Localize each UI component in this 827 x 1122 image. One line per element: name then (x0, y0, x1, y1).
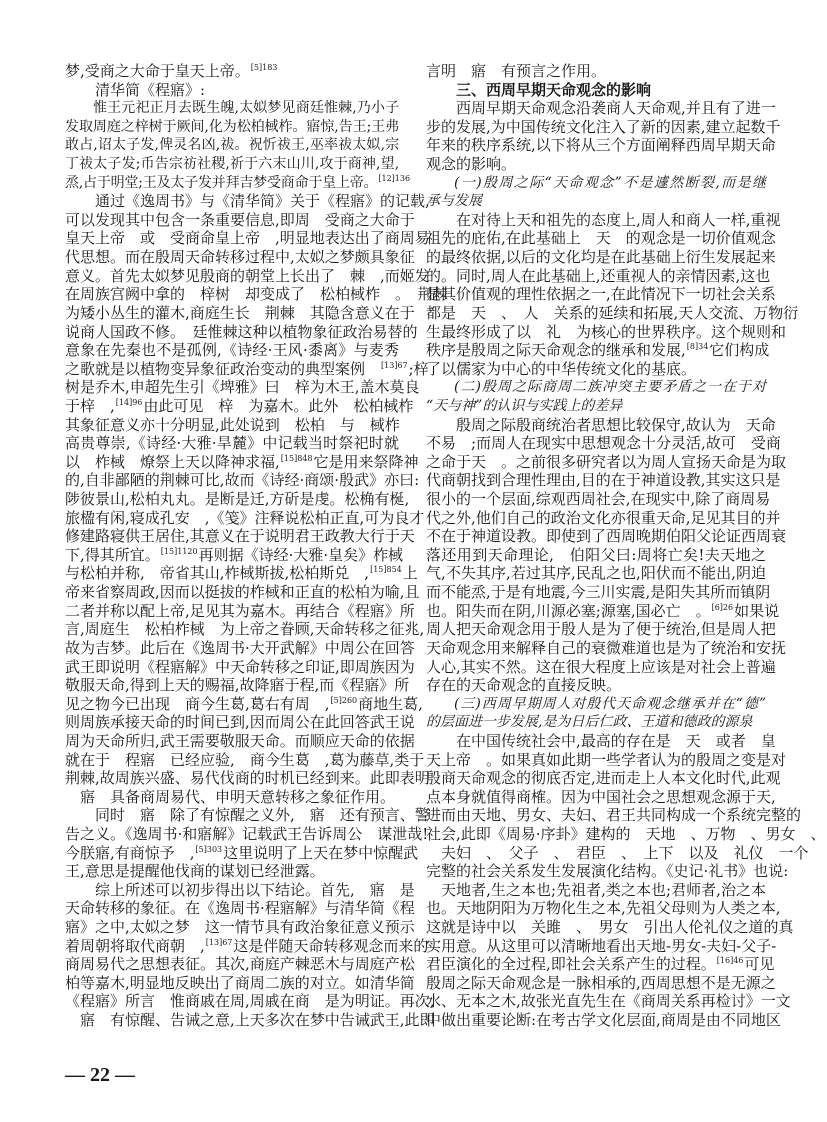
text-run: 寤 具备商周易代、申明天意转移之象征作用。 (65, 787, 396, 806)
text-run: 再则据《诗经·大雅·皇矣》柞棫 (198, 545, 404, 564)
text-line (426, 992, 791, 1011)
text-run: 荆棘,故周族兴盛、易代伐商的时机已经到来。此即表明 (65, 769, 430, 788)
text-run: 这就是诗中以 关雎 、 男女 引出人伦礼仪之道的真 (426, 918, 794, 937)
citation-ref: [5]260 (330, 695, 358, 705)
text-run: 在中国传统社会中,最高的存在是 天 或者 皇 (456, 731, 776, 750)
text-line (426, 546, 766, 565)
text-run: 其象征意义亦十分明显,此处说到 松柏 与 棫柞 (65, 415, 400, 434)
text-line (65, 99, 399, 118)
text-line (65, 1011, 435, 1030)
text-line (65, 416, 399, 435)
text-line (65, 341, 399, 360)
text-line (426, 695, 766, 714)
text-run: 皇天上帝 或 受商命皇上帝 ,明显地表达出了商周易 (65, 229, 430, 248)
text-line (426, 787, 776, 807)
text-run: 言,周庭生 松柏柞棫 为上帝之眷顾,天命转移之征兆, (65, 620, 425, 639)
text-run: 周为天命所归,武王需要敬服天命。而顺应天命的依据 (65, 731, 415, 750)
text-run: 殷周之际天命观念是一脉相承的,西周思想不是无源之 (426, 973, 776, 992)
text-line (65, 992, 435, 1011)
text-line (65, 899, 415, 918)
text-line (426, 527, 787, 546)
text-run: 天地者,生之本也;先祖者,类之本也;君师者,治之本 (426, 880, 766, 899)
text-line (426, 806, 802, 825)
text-line (65, 396, 414, 416)
text-line (65, 266, 430, 286)
text-run: 故为吉梦。此后在《逸周书·大开武解》中周公在回答 (65, 638, 415, 657)
text-line (426, 434, 781, 453)
text-run: 敢占,诏太子发,俾灵名凶,祓。祝忻祓王,巫率祓太姒,宗 (65, 137, 399, 154)
text-line (65, 210, 415, 230)
citation-ref: [8]34 (686, 342, 709, 352)
text-run: 它是用来祭降神 (313, 452, 419, 471)
text-run: 西周早期天命观念沿袭商人天命观,并且有了进一 (456, 99, 776, 118)
text-run: 言明 寤 有预言之作用。 (426, 62, 607, 80)
text-line (426, 1011, 781, 1030)
text-line (65, 880, 415, 900)
text-line (65, 769, 430, 788)
text-run: 综上所述可以初步得出以下结论。首先, 寤 是 (95, 880, 415, 899)
citation-ref: [5]183 (250, 63, 278, 72)
text-run: 了以儒家为中心的中华传统文化的基底。 (426, 359, 697, 378)
text-line (426, 248, 776, 267)
text-run: 寤 有惊醒、告诫之意,上天多次在梦中告诫武王,此即 (65, 1011, 435, 1030)
citation-ref: [15]854 (370, 565, 402, 575)
paragraph (426, 62, 766, 81)
text-line (65, 508, 425, 528)
paragraph (65, 880, 435, 1030)
text-line (426, 638, 787, 658)
text-run: “天与神”的认识与实践上的差异 (426, 397, 623, 414)
text-run: 说商人国政不修。 廷惟棘这种以植物象征政治易替的 (65, 322, 418, 341)
text-line (426, 378, 766, 397)
text-run: 而不能烝,于是有地震,今三川实震,是阳失其所而镇阴 (426, 583, 771, 602)
text-line (65, 62, 399, 81)
text-line (426, 415, 776, 435)
text-line (426, 322, 787, 342)
text-run: 的,自非鄙陋的荆棘可比,故而《诗经·商颂·殷武》亦曰: (65, 471, 420, 490)
text-run: 人心,其实不然。这在很大程度上应该是对社会上普遍 (426, 657, 776, 676)
citation-ref: [13]67 (381, 360, 408, 370)
text-line (65, 620, 425, 639)
text-run: 帝来省察周政,因而以挺拔的柞棫和正直的松柏为喻,且 (65, 583, 420, 602)
text-run: 年来的秩序系统,以下将从三个方面阐释西周早期天命 (426, 136, 776, 155)
text-run: 王,意思是提醒他伐商的谋划已经泄露。 (65, 862, 325, 881)
text-line (426, 508, 781, 528)
text-run: 商周易代之思想表征。其次,商庭产棘恶木与周庭产松 (65, 955, 415, 974)
text-line (426, 843, 809, 863)
text-line (65, 471, 420, 490)
text-run: 见之物今已出现 商今生葛,葛右有周 , (65, 694, 330, 713)
text-run: 意义。首先太姒梦见殷商的朝堂上长出了 棘 ,而姬发 (65, 266, 430, 285)
text-run: 可以发现其中包含一条重要信息,即周 受商之大命于 (65, 210, 415, 229)
citation-ref: [13]67 (205, 937, 233, 947)
text-run: 清华简《程寤》: (95, 80, 206, 99)
text-run: 今朕寤,有商惊予 , (65, 843, 195, 862)
text-line (426, 881, 766, 900)
text-run: 的最终依据,以后的文化均是在此基础上衍生发展起来 (426, 248, 776, 267)
text-run: 发取周庭之梓树于厥间,化为松柏棫柞。寤惊,告王;王弗 (65, 118, 399, 135)
text-line (65, 192, 430, 211)
text-line (65, 452, 419, 472)
text-line (65, 81, 399, 100)
paragraph (65, 62, 399, 81)
paragraph (65, 192, 448, 806)
text-line (426, 266, 771, 286)
text-line (426, 490, 771, 509)
citation-ref: [12]136 (378, 173, 411, 183)
text-line (426, 99, 776, 118)
paragraph (426, 731, 826, 1030)
text-line (65, 583, 420, 602)
text-run: 陟彼景山,松柏丸丸。是断是迁,方斫是虔。松桷有梴, (65, 490, 410, 509)
text-run: 下,得其所宜。 (65, 545, 160, 564)
text-line (426, 713, 766, 732)
text-line (65, 564, 418, 583)
text-line (65, 136, 399, 155)
text-line (426, 62, 766, 81)
text-run: 三、西周早期天命观念的影响 (456, 80, 652, 99)
text-run: 君臣演化的全过程,即社会关系产生的过程。 (426, 955, 716, 974)
text-line (426, 136, 776, 155)
paragraph (65, 806, 430, 881)
text-run: 与松柏并称, 帝省其山,柞棫斯拔,松柏斯兑 , (65, 564, 370, 583)
text-line (426, 229, 776, 248)
text-run: 烝,占于明堂;王及太子发并拜吉梦受商命于皇上帝。 (65, 174, 378, 191)
text-run: 代之外,他们自己的政治文化亦很重天命,足见其目的并 (426, 508, 781, 527)
text-run: 点本身就值得商榷。因为中国社会之思想观念源于天, (426, 787, 776, 806)
block-quote (65, 99, 411, 192)
text-run: 这里说明了上天在梦中惊醒武 (223, 843, 419, 862)
text-line (65, 731, 415, 751)
text-run: 上 (402, 564, 418, 583)
text-run: 为矮小丛生的灌木,商庭生长 荆棘 其隐含意义在于 (65, 303, 415, 322)
text-run: 也。天地阴阳为万物化生之本,先祖父母则为人类之本, (426, 899, 781, 918)
text-run: 柏等嘉木,明显地反映出了商周二族的对立。如清华简 (65, 973, 415, 992)
text-line (426, 936, 777, 956)
text-line (65, 955, 415, 974)
text-run: 不在于神道设教。即使到了西周晚期伯阳父论证西周衰 (426, 527, 787, 546)
text-run: 天上帝 。如果真如此期一些学者认为的殷周之变是对 (426, 750, 787, 769)
text-run: 意象在先秦也不是孤例,《诗经·王风·黍离》与麦秀 (65, 341, 399, 360)
text-line (426, 471, 781, 490)
text-run: 可见 (744, 955, 775, 974)
text-line (426, 452, 787, 472)
citation-ref: [5]303 (195, 844, 223, 854)
text-line (426, 360, 766, 379)
text-run: 这是伴随天命转移观念而来的 (233, 936, 429, 955)
right-column (426, 62, 826, 1030)
text-line (65, 490, 410, 509)
text-line (426, 583, 771, 602)
text-line (426, 81, 766, 100)
text-line (65, 118, 399, 137)
text-line (426, 210, 781, 230)
text-line (65, 788, 399, 807)
text-run: 存在的天命观念的直接反映。 (426, 676, 622, 695)
subsection-heading (426, 695, 766, 732)
text-line (65, 638, 415, 658)
text-line (65, 378, 420, 397)
text-line (426, 769, 781, 788)
text-run: ;梓 (408, 359, 429, 378)
text-line (426, 601, 780, 621)
text-run: 也。阳失而在阴,川源必塞;源塞,国必亡 。 (426, 601, 711, 620)
text-line (426, 676, 766, 695)
text-run: 二者并称以配上帝,足见其为嘉木。再结合《程寤》所 (65, 601, 415, 620)
text-run: 寤》之中,太姒之梦 这一情节具有政治象征意义预示 (65, 918, 415, 937)
text-line (426, 397, 766, 416)
text-run: 之命于天 。之前很多研究者以为周人宣扬天命是为取 (426, 452, 787, 471)
text-line (65, 694, 423, 714)
text-line (65, 676, 410, 695)
text-line (65, 918, 415, 937)
paragraph (65, 81, 399, 100)
text-run: 很小的一个层面,综观西周社会,在现实中,除了商周易 (426, 490, 771, 509)
citation-ref: [14]96 (115, 397, 143, 407)
text-run: 以 柞棫 燎祭上天以降神求福, (65, 452, 280, 471)
section-heading (426, 81, 766, 100)
paragraph (426, 99, 781, 174)
text-run: 《程寤》所言 惟商戚在周,周戚在商 是为明证。再次, (65, 992, 435, 1011)
text-line (65, 434, 399, 453)
text-run: 商地生葛, (358, 694, 423, 713)
text-run: 于梓 , (65, 396, 115, 415)
text-line (426, 731, 776, 751)
text-run: 树是乔木,申超先生引《埤雅》曰 梓为木王,盖木莫良 (65, 378, 420, 397)
text-line (65, 285, 448, 304)
text-line (65, 155, 399, 174)
text-run: 则周族承接天命的时间已到,因而周公在此回答武王说 (65, 713, 415, 732)
text-line (426, 174, 766, 193)
text-line (65, 359, 429, 379)
text-line (65, 862, 399, 881)
text-line (426, 564, 766, 583)
text-line (426, 657, 776, 677)
text-run: 如果说 (734, 601, 780, 620)
text-run: 旅楹有闲,寝成孔安 ,《笺》注释说松柏正直,可为良才 (65, 508, 425, 527)
text-run: 修建路寝供王居住,其意义在于说明君王政教大行于天 (65, 527, 415, 546)
text-run: 都是 天 、 人 关系的延续和拓展,天人交流、万物衍 (426, 303, 799, 322)
text-run: 的层面进一步发展,是为日后仁政、王道和德政的源泉 (426, 714, 753, 731)
text-run: 就在于 程寤 已经应验, 商今生葛 ,葛为藤草,类于 (65, 750, 425, 769)
text-run: 惟王元祀正月去既生魄,太姒梦见商廷惟棘,乃小子 (93, 100, 399, 117)
text-run: 高贵尊崇,《诗经·大雅·旱麓》中记载当时祭祀时就 (65, 434, 399, 453)
text-run: 落还用到天命理论, 伯阳父曰:周将亡矣!夫天地之 (426, 545, 766, 564)
paragraph (426, 415, 787, 695)
text-run: 不易 ;而周人在现实中思想观念十分灵活,故可 受商 (426, 434, 781, 453)
text-run: 完整的社会关系发生发展演化结构。《史记·礼书》也说: (426, 862, 789, 881)
text-run: 祖先的庇佑,在此基础上 天 的观念是一切价值观念 (426, 229, 776, 248)
text-line (426, 117, 781, 137)
text-run: (三)西周早期周人对殷代天命观念继承并在“德” (454, 695, 766, 712)
text-line (426, 824, 826, 844)
text-line (65, 843, 419, 863)
text-line (426, 955, 775, 974)
text-run: 步的发展,为中国传统文化注入了新的因素,建立起数千 (426, 117, 781, 136)
text-run: 承与发展 (426, 193, 482, 210)
text-run: 实用意。从这里可以清晰地看出天地-男女-夫妇-父子- (426, 936, 777, 955)
text-run: 殷周之际殷商统治者思想比较保守,故认为 天命 (456, 415, 776, 434)
paragraph (426, 210, 799, 378)
text-run: 殷商天命观念的彻底否定,进而走上人本文化时代,此观 (426, 769, 781, 788)
text-line (65, 248, 415, 267)
citation-ref: [16]46 (716, 956, 744, 966)
text-run: 代商朝找到合理性理由,目的在于神道设教,其实这只是 (426, 471, 781, 490)
text-run: 观念的影响。 (426, 155, 517, 174)
text-line (426, 341, 770, 360)
page-number: — 22 — (65, 1064, 135, 1086)
text-line (65, 713, 415, 732)
text-run: 着周朝将取代商朝 , (65, 936, 205, 955)
text-run: 代思想。而在殷周天命转移过程中,太姒之梦颇具象征 (65, 248, 415, 267)
text-line (426, 285, 776, 304)
text-line (65, 657, 415, 677)
text-run: 是其价值观的理性依据之一,在此情况下一切社会关系 (426, 285, 776, 304)
text-run: 梦,受商之大命于皇天上帝。 (65, 62, 250, 80)
text-run: (一)殷周之际“天命观念”不是遽然断裂,而是继 (454, 174, 766, 191)
text-line (426, 620, 776, 639)
text-run: 中做出重要论断:在考古学文化层面,商周是由不同地区 (426, 1011, 781, 1030)
text-line (65, 601, 415, 621)
text-line (426, 750, 787, 770)
text-run: 丁祓太子发;币告宗祊社稷,祈于六末山川,攻于商神,望, (65, 156, 399, 173)
text-run: 气,不失其序,若过其序,民乱之也,阳伏而不能出,阴迫 (426, 564, 766, 583)
text-line (426, 862, 789, 881)
text-run: 夫妇 、 父子 、 君臣 、 上下 以及 礼仪 一个 (426, 843, 809, 862)
text-run: 同时 寤 除了有惊醒之义外, 寤 还有预言、警 (95, 806, 430, 825)
text-line (426, 899, 781, 918)
text-line (65, 936, 429, 956)
subsection-heading (426, 174, 766, 211)
text-run: 天命观念用来解释自己的衰微难道也是为了统治和安抚 (426, 638, 787, 657)
text-run: 武王即说明《程寤解》中天命转移之印证,即周族因为 (65, 657, 415, 676)
text-run: 水、无本之木,故张光直先生在《商周关系再检讨》一文 (426, 992, 791, 1011)
text-run: 的。同时,周人在此基础上,还重视人的亲情因素,这也 (426, 266, 771, 285)
text-run: 之歌就是以植物变异象征政治变动的典型案例 (65, 359, 381, 378)
left-column (65, 62, 448, 1030)
text-line (65, 322, 418, 342)
text-run: 周人把天命观念用于殷人是为了便于统治,但是周人把 (426, 620, 776, 639)
citation-ref: [15]1120 (160, 546, 198, 556)
text-line (65, 973, 415, 993)
text-run: 天命转移的象征。在《逸周书·程寤解》与清华简《程 (65, 899, 415, 918)
text-run: 进而由天地、男女、夫妇、君王共同构成一个系统完整的 (426, 806, 802, 825)
text-line (65, 824, 429, 844)
text-line (426, 973, 776, 993)
text-run: 社会,此即《周易·序卦》建构的 天地 、万物 、男女 、 (426, 824, 826, 843)
text-run: 在周族宫阙中拿的 梓树 却变成了 松柏棫柞 。 荆棘 (65, 285, 448, 304)
text-line (65, 806, 430, 825)
text-line (65, 303, 415, 323)
text-line (65, 750, 425, 770)
text-run: 通过《逸周书》与《清华简》关于《程寤》的记载, (95, 192, 430, 211)
text-run: 告之义。《逸周书·和寤解》记载武王告诉周公 谋泄哉! (65, 824, 429, 843)
text-run: 它们构成 (709, 341, 770, 360)
citation-ref: [15]848 (280, 453, 313, 463)
text-line (65, 229, 430, 248)
text-run: 秩序是殷周之际天命观念的继承和发展, (426, 341, 686, 360)
text-run: 在对待上天和祖先的态度上,周人和商人一样,重视 (456, 210, 781, 229)
citation-ref: [6]26 (711, 602, 734, 612)
text-line (65, 173, 411, 193)
text-line (65, 527, 415, 546)
text-run: 敬服天命,得到上天的赐福,故降寤于程,而《程寤》所 (65, 676, 410, 695)
text-run: 生最终形成了以 礼 为核心的世界秩序。这个规则和 (426, 322, 787, 341)
text-line (426, 155, 766, 174)
text-line (426, 192, 766, 211)
text-line (426, 918, 794, 937)
subsection-heading (426, 378, 766, 415)
text-line (426, 303, 799, 323)
text-run: (二)殷周之际商周二族冲突主要矛盾之一在于对 (454, 379, 766, 396)
text-run: 由此可见 梓 为嘉木。此外 松柏棫柞 (143, 396, 414, 415)
text-line (65, 545, 404, 565)
